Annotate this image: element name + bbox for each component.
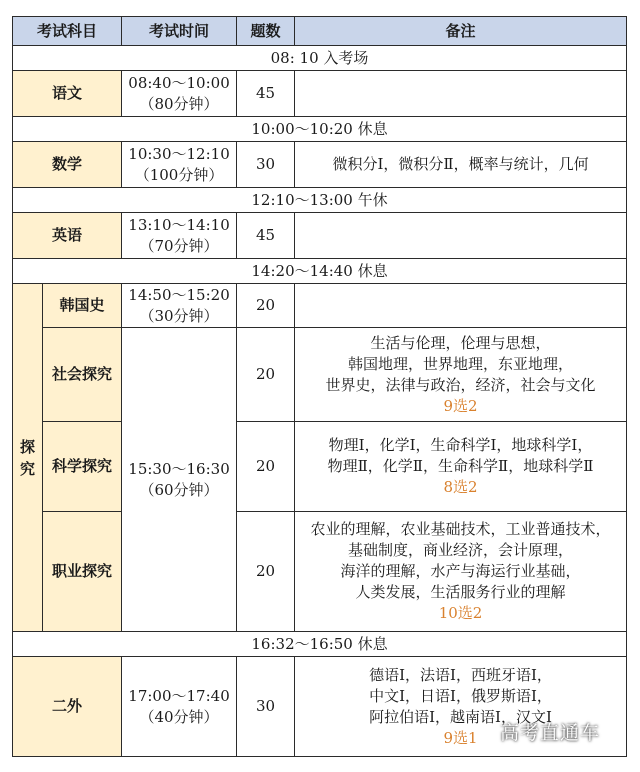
time-english bbox=[122, 213, 237, 259]
row-science bbox=[13, 422, 627, 512]
note-line: 物理Ⅱ，化学Ⅱ，生命科学Ⅱ，地球科学Ⅱ bbox=[327, 457, 594, 475]
note-line: 德语Ⅰ，法语Ⅰ，西班牙语Ⅰ， bbox=[369, 665, 552, 684]
note-line: 生活与伦理，伦理与思想， bbox=[370, 333, 551, 352]
note-line: 韩国地理，世界地理，东亚地理， bbox=[348, 354, 574, 373]
select-count: 10选2 bbox=[438, 604, 483, 622]
time-korean bbox=[122, 71, 237, 117]
note-history bbox=[295, 284, 627, 328]
inquiry-group-label bbox=[13, 284, 43, 632]
break-row-lunch bbox=[13, 188, 627, 213]
break-row-entry bbox=[13, 46, 627, 71]
time-range: 13:10～14:10 bbox=[128, 215, 230, 234]
time-duration: （70分钟） bbox=[139, 236, 219, 255]
row-korean bbox=[13, 71, 627, 117]
break-lunch: 12:10～13:00 午休 bbox=[13, 188, 627, 213]
subject-math: 数学 bbox=[13, 142, 122, 188]
time-duration: （60分钟） bbox=[139, 480, 219, 499]
time-range: 17:00～17:40 bbox=[128, 686, 230, 705]
note-line: 农业的理解，农业基础技术，工业普通技术， bbox=[310, 520, 611, 538]
note-line: 世界史，法律与政治，经济，社会与文化 bbox=[325, 375, 596, 394]
note-vocational bbox=[295, 512, 627, 632]
header-count: 题数 bbox=[237, 17, 295, 46]
entry-time: 08: 10 入考场 bbox=[13, 46, 627, 71]
note-line: 阿拉伯语Ⅰ，越南语Ⅰ，汉文Ⅰ bbox=[369, 707, 552, 726]
time-history bbox=[122, 284, 237, 328]
subject-vocational: 职业探究 bbox=[43, 512, 122, 632]
note-social bbox=[295, 328, 627, 422]
select-count: 9选1 bbox=[443, 728, 478, 747]
inquiry-char-2: 究 bbox=[19, 459, 35, 478]
count-second-language: 30 bbox=[237, 657, 295, 757]
break-row-1 bbox=[13, 117, 627, 142]
header-subject: 考试科目 bbox=[13, 17, 122, 46]
note-line: 人类发展，生活服务行业的理解 bbox=[355, 583, 566, 601]
row-math bbox=[13, 142, 627, 188]
header-time: 考试时间 bbox=[122, 17, 237, 46]
select-count: 9选2 bbox=[443, 396, 478, 415]
subject-second-language: 二外 bbox=[13, 657, 122, 757]
count-science: 20 bbox=[237, 422, 295, 512]
count-vocational: 20 bbox=[237, 512, 295, 632]
select-count: 8选2 bbox=[443, 478, 478, 496]
row-vocational bbox=[13, 512, 627, 632]
row-english bbox=[13, 213, 627, 259]
count-history: 20 bbox=[237, 284, 295, 328]
break-row-3 bbox=[13, 632, 627, 657]
row-history bbox=[13, 284, 627, 328]
time-range: 10:30～12:10 bbox=[128, 144, 230, 163]
subject-history: 韩国史 bbox=[43, 284, 122, 328]
break-2: 14:20～14:40 休息 bbox=[13, 259, 627, 284]
subject-science: 科学探究 bbox=[43, 422, 122, 512]
header-note: 备注 bbox=[295, 17, 627, 46]
time-range: 14:50～15:20 bbox=[128, 285, 230, 304]
time-range: 08:40～10:00 bbox=[128, 73, 230, 92]
subject-korean: 语文 bbox=[13, 71, 122, 117]
subject-english: 英语 bbox=[13, 213, 122, 259]
time-math bbox=[122, 142, 237, 188]
note-english bbox=[295, 213, 627, 259]
break-3: 16:32～16:50 休息 bbox=[13, 632, 627, 657]
watermark-text: 高考直通车 bbox=[500, 722, 601, 744]
note-line: 海洋的理解，水产与海运行业基础， bbox=[340, 562, 581, 580]
header-row bbox=[13, 17, 627, 46]
inquiry-char-1: 探 bbox=[19, 437, 35, 456]
break-1: 10:00～10:20 休息 bbox=[13, 117, 627, 142]
time-duration: （80分钟） bbox=[139, 94, 219, 113]
row-social bbox=[13, 328, 627, 422]
note-science bbox=[295, 422, 627, 512]
count-social: 20 bbox=[237, 328, 295, 422]
time-duration: （100分钟） bbox=[134, 165, 224, 184]
time-duration: （40分钟） bbox=[139, 707, 219, 726]
subject-social: 社会探究 bbox=[43, 328, 122, 422]
exam-schedule-table bbox=[12, 16, 627, 757]
count-math: 30 bbox=[237, 142, 295, 188]
note-line: 基础制度，商业经济，会计原理， bbox=[348, 541, 574, 559]
note-math: 微积分Ⅰ，微积分Ⅱ，概率与统计，几何 bbox=[295, 142, 627, 188]
count-korean: 45 bbox=[237, 71, 295, 117]
note-korean bbox=[295, 71, 627, 117]
note-line: 中文Ⅰ，日语Ⅰ，俄罗斯语Ⅰ， bbox=[369, 686, 552, 705]
time-inquiry-shared bbox=[122, 328, 237, 632]
note-line: 物理Ⅰ，化学Ⅰ，生命科学Ⅰ，地球科学Ⅰ， bbox=[328, 436, 593, 454]
time-second-language bbox=[122, 657, 237, 757]
count-english: 45 bbox=[237, 213, 295, 259]
time-range: 15:30～16:30 bbox=[128, 459, 230, 478]
break-row-2 bbox=[13, 259, 627, 284]
time-duration: （30分钟） bbox=[139, 306, 219, 325]
